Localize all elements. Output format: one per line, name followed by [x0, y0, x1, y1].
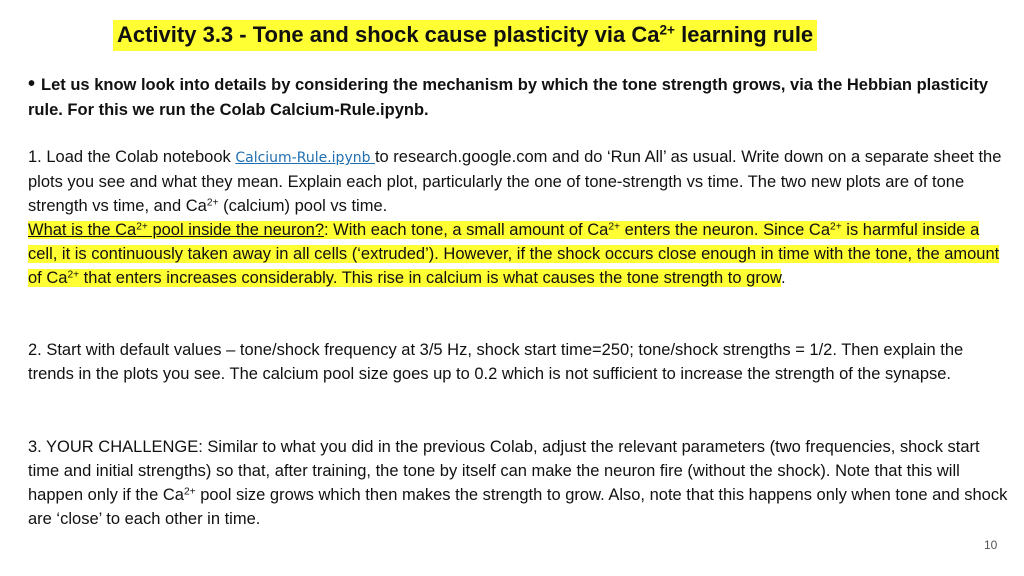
step-3-challenge-paragraph: 3. YOUR CHALLENGE: Similar to what you did in the previous Colab, adjust the relevant parameters (two frequencies, shock start time and initial strengths) so that, after training, the tone by itself can make the neuron fire (without the shock). Note that this will happen only if the $Ca^{2+}$ pool size grows which then makes the strength to grow. Also, note that this happens only when tone and shock are ‘close’ to each other in time. [28, 438, 1008, 528]
intro-bullet-paragraph: • Let us know look into details by considering the mechanism by which the tone strength grows, via the Hebbian plasticity rule. For this we run the Colab Calcium-Rule.ipynb. [28, 73, 989, 119]
bullet-icon: • [28, 73, 36, 95]
step-1-paragraph: 1. Load the Colab notebook Calcium-Rule.ipynb to research.google.com and do ‘Run All’ as usual. Write down on a separate sheet the plots you see and what they mean. Explain each plot, particularly the one of tone-strength vs time. The two new plots are of tone strength vs time, and $Ca^{2+}$ (calcium) pool vs time. What is the $Ca^{2+}$ pool inside the neuron?: With each tone, a small amount of $Ca^{2+}$ enters the neuron. Since $Ca^{2+}$ is harmful inside a cell, it is continuously taken away in all cells (‘extruded’). However, if the shock occurs close enough in time with the tone, the amount of $Ca^{2+}$ that enters increases considerably. This rise in calcium is what causes the tone strength to grow. [28, 148, 1002, 287]
calcium-pool-question: What is the $Ca^{2+}$ pool inside the neuron? [28, 221, 325, 239]
step-2-paragraph: 2. Start with default values – tone/shock frequency at 3/5 Hz, shock start time=250; tone/shock strengths = 1/2. Then explain the trends in the plots you see. The calcium pool size goes up to 0.2 which is not sufficient to increase the strength of the synapse. [28, 341, 964, 383]
page-number: 10 [984, 538, 998, 552]
calcium-pool-answer: : With each tone, a small amount of $Ca^{2+}$ enters the neuron. Since $Ca^{2+}$ is harmful inside a cell, it is continuously taken away in all cells (‘extruded’). However, if the shock occurs close enough in time with the tone, the amount of $Ca^{2+}$ that enters increases considerably. This rise in calcium is what causes the tone strength to grow [28, 221, 1000, 287]
slide-title: Activity 3.3 - Tone and shock cause plasticity via $Ca^{2+}$ learning rule [113, 20, 817, 51]
calcium-rule-notebook-link[interactable]: Calcium-Rule.ipynb [235, 150, 375, 166]
